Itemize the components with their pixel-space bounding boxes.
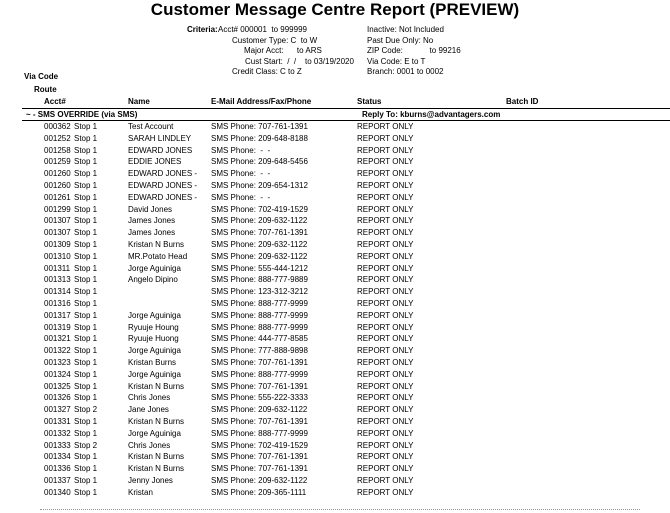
row-route: Stop 1: [74, 239, 98, 249]
row-status: REPORT ONLY: [357, 310, 414, 320]
table-row: [0, 204, 670, 216]
header-route: Route: [34, 85, 57, 94]
row-status: REPORT ONLY: [357, 251, 414, 261]
row-route: Stop 1: [74, 475, 98, 485]
table-row: [0, 192, 670, 204]
report-rows: [0, 121, 670, 499]
table-row: [0, 286, 670, 298]
table-row: [0, 487, 670, 499]
row-status: REPORT ONLY: [357, 157, 414, 167]
row-name: Kristan N Burns: [128, 464, 185, 474]
criteria-customer-type: Customer Type: C to W: [232, 36, 318, 45]
row-contact: SMS Phone: 702-419-1529: [211, 440, 308, 450]
table-row: [0, 121, 670, 133]
row-status: REPORT ONLY: [357, 464, 414, 474]
row-acct: 001311: [44, 263, 71, 273]
table-row: [0, 357, 670, 369]
row-acct: 001337: [44, 475, 71, 485]
row-acct: 001299: [44, 204, 71, 214]
row-acct: 001321: [44, 334, 71, 344]
row-contact: SMS Phone: 707-761-1391: [211, 357, 308, 367]
row-status: REPORT ONLY: [357, 416, 414, 426]
table-row: [0, 404, 670, 416]
table-row: [0, 156, 670, 168]
row-name: SARAH LINDLEY: [128, 133, 192, 143]
row-name: Chris Jones: [128, 440, 171, 450]
row-contact: SMS Phone: - -: [211, 192, 271, 202]
row-route: Stop 2: [74, 405, 98, 415]
row-status: REPORT ONLY: [357, 357, 414, 367]
header-name: Name: [128, 97, 150, 106]
row-acct: 001261: [44, 192, 71, 202]
row-acct: 001323: [44, 357, 71, 367]
row-route: Stop 1: [74, 216, 98, 226]
row-route: Stop 1: [74, 169, 98, 179]
row-status: REPORT ONLY: [357, 393, 414, 403]
row-status: REPORT ONLY: [357, 192, 414, 202]
row-contact: SMS Phone: 209-632-1122: [211, 239, 308, 249]
row-acct: 001252: [44, 133, 71, 143]
table-row: [0, 310, 670, 322]
row-contact: SMS Phone: 209-648-5456: [211, 157, 308, 167]
table-row: [0, 133, 670, 145]
row-status: REPORT ONLY: [357, 287, 414, 297]
row-status: REPORT ONLY: [357, 381, 414, 391]
row-name: Kristan: [128, 487, 153, 497]
row-acct: 001325: [44, 381, 71, 391]
row-name: Angelo Dipino: [128, 275, 178, 285]
table-row: [0, 333, 670, 345]
row-status: REPORT ONLY: [357, 133, 414, 143]
row-status: REPORT ONLY: [357, 122, 414, 131]
row-status: REPORT ONLY: [357, 216, 414, 226]
row-contact: SMS Phone: 888-777-9889: [211, 275, 308, 285]
report-title: Customer Message Centre Report (PREVIEW): [150, 0, 520, 19]
row-name: EDWARD JONES: [128, 145, 193, 155]
table-row: [0, 298, 670, 310]
row-acct: 001260: [44, 169, 71, 179]
row-route: Stop 1: [74, 310, 98, 320]
row-route: Stop 1: [74, 275, 98, 285]
table-row: [0, 451, 670, 463]
report-footer: [0, 509, 670, 513]
table-row: [0, 392, 670, 404]
row-acct: 001307: [44, 228, 71, 238]
row-contact: SMS Phone: 707-761-1391: [211, 416, 308, 426]
table-row: [0, 381, 670, 393]
row-name: Kristan Burns: [128, 357, 177, 367]
criteria-label: Criteria:: [187, 25, 218, 34]
row-contact: SMS Phone: 444-777-8585: [211, 334, 308, 344]
criteria-via-code: Via Code: E to T: [367, 57, 426, 66]
row-status: REPORT ONLY: [357, 275, 414, 285]
row-route: Stop 1: [74, 157, 98, 167]
row-route: Stop 1: [74, 452, 98, 462]
row-route: Stop 1: [74, 487, 98, 497]
row-status: REPORT ONLY: [357, 263, 414, 273]
row-name: Jorge Aguiniga: [128, 369, 181, 379]
table-row: [0, 440, 670, 452]
row-acct: 000362: [44, 122, 71, 131]
row-acct: 001327: [44, 405, 71, 415]
row-status: REPORT ONLY: [357, 346, 414, 356]
table-row: [0, 227, 670, 239]
criteria-zip-code: ZIP Code: to 99216: [367, 46, 461, 55]
row-route: Stop 1: [74, 322, 98, 332]
row-acct: 001334: [44, 452, 71, 462]
row-name: Test Account: [128, 122, 174, 131]
row-route: Stop 1: [74, 145, 98, 155]
row-acct: 001332: [44, 428, 71, 438]
row-name: EDWARD JONES -: [128, 180, 198, 190]
footer-line: [40, 509, 640, 513]
row-contact: SMS Phone: 209-632-1122: [211, 251, 308, 261]
table-row: [0, 215, 670, 227]
row-route: Stop 1: [74, 192, 98, 202]
row-contact: SMS Phone: 888-777-9999: [211, 310, 308, 320]
row-route: Stop 1: [74, 334, 98, 344]
table-row: [0, 428, 670, 440]
row-acct: 001258: [44, 145, 71, 155]
row-acct: 001333: [44, 440, 71, 450]
group-reply-to: Reply To: kburns@advantagers.com: [362, 110, 501, 119]
row-route: Stop 1: [74, 287, 98, 297]
row-status: REPORT ONLY: [357, 334, 414, 344]
row-contact: SMS Phone: 209-632-1122: [211, 475, 308, 485]
criteria-acct-range: Acct# 000001 to 999999: [218, 25, 307, 34]
row-route: Stop 1: [74, 228, 98, 238]
criteria-cust-start: Cust Start: / / to 03/19/2020: [245, 57, 354, 66]
table-row: [0, 475, 670, 487]
row-route: Stop 1: [74, 381, 98, 391]
table-row: [0, 274, 670, 286]
row-contact: SMS Phone: 888-777-9999: [211, 298, 308, 308]
row-contact: SMS Phone: 707-761-1391: [211, 381, 308, 391]
row-contact: SMS Phone: 777-888-9898: [211, 346, 308, 356]
row-status: REPORT ONLY: [357, 322, 414, 332]
row-name: Kristan N Burns: [128, 381, 185, 391]
header-email: E-Mail Address/Fax/Phone: [211, 97, 312, 106]
row-contact: SMS Phone: 209-654-1312: [211, 180, 308, 190]
row-route: Stop 1: [74, 122, 98, 131]
row-status: REPORT ONLY: [357, 428, 414, 438]
row-route: Stop 1: [74, 464, 98, 474]
row-contact: SMS Phone: 209-365-1111: [211, 487, 307, 497]
row-contact: SMS Phone: 209-648-8188: [211, 133, 308, 143]
row-route: Stop 1: [74, 428, 98, 438]
table-row: [0, 251, 670, 263]
row-name: MR.Potato Head: [128, 251, 188, 261]
row-name: Ryuuje Houng: [128, 322, 179, 332]
table-row: [0, 145, 670, 157]
row-acct: 001307: [44, 216, 71, 226]
row-contact: SMS Phone: 707-761-1391: [211, 452, 308, 462]
row-name: EDWARD JONES -: [128, 192, 198, 202]
row-acct: 001260: [44, 180, 71, 190]
row-status: REPORT ONLY: [357, 145, 414, 155]
row-acct: 001324: [44, 369, 71, 379]
row-status: REPORT ONLY: [357, 204, 414, 214]
row-route: Stop 1: [74, 357, 98, 367]
row-name: Jorge Aguiniga: [128, 346, 181, 356]
row-acct: 001317: [44, 310, 71, 320]
row-status: REPORT ONLY: [357, 487, 414, 497]
row-name: Chris Jones: [128, 393, 171, 403]
row-name: Jorge Aguiniga: [128, 310, 181, 320]
row-route: Stop 1: [74, 263, 98, 273]
table-row: [0, 239, 670, 251]
row-acct: 001309: [44, 239, 71, 249]
row-acct: 001331: [44, 416, 71, 426]
row-name: Jorge Aguiniga: [128, 428, 181, 438]
row-name: Jenny Jones: [128, 475, 173, 485]
row-name: Kristan N Burns: [128, 452, 185, 462]
row-acct: 001326: [44, 393, 71, 403]
row-name: Ryuuje Huong: [128, 334, 179, 344]
row-status: REPORT ONLY: [357, 405, 414, 415]
row-name: James Jones: [128, 228, 176, 238]
row-route: Stop 2: [74, 440, 98, 450]
row-contact: SMS Phone: 209-632-1122: [211, 216, 308, 226]
row-contact: SMS Phone: - -: [211, 169, 271, 179]
criteria-credit-class: Credit Class: C to Z: [232, 67, 302, 76]
table-row: [0, 322, 670, 334]
row-route: Stop 1: [74, 251, 98, 261]
row-status: REPORT ONLY: [357, 239, 414, 249]
row-status: REPORT ONLY: [357, 228, 414, 238]
criteria-branch: Branch: 0001 to 0002: [367, 67, 444, 76]
row-route: Stop 1: [74, 204, 98, 214]
row-status: REPORT ONLY: [357, 475, 414, 485]
row-name: EDWARD JONES -: [128, 169, 198, 179]
row-status: REPORT ONLY: [357, 452, 414, 462]
row-name: Jorge Aguiniga: [128, 263, 181, 273]
row-status: REPORT ONLY: [357, 369, 414, 379]
row-status: REPORT ONLY: [357, 298, 414, 308]
row-contact: SMS Phone: 555-444-1212: [211, 263, 308, 273]
row-acct: 001316: [44, 298, 71, 308]
row-route: Stop 1: [74, 393, 98, 403]
row-contact: SMS Phone: 707-761-1391: [211, 122, 308, 131]
table-row: [0, 345, 670, 357]
row-contact: SMS Phone: 707-761-1391: [211, 464, 308, 474]
row-contact: SMS Phone: 707-761-1391: [211, 228, 308, 238]
group-label: ~ - SMS OVERRIDE (via SMS): [26, 110, 138, 119]
row-contact: SMS Phone: 209-632-1122: [211, 405, 308, 415]
row-name: EDDIE JONES: [128, 157, 182, 167]
row-status: REPORT ONLY: [357, 440, 414, 450]
row-acct: 001314: [44, 287, 71, 297]
row-contact: SMS Phone: 702-419-1529: [211, 204, 308, 214]
table-row: [0, 463, 670, 475]
row-acct: 001259: [44, 157, 71, 167]
row-route: Stop 1: [74, 369, 98, 379]
row-acct: 001336: [44, 464, 71, 474]
row-acct: 001319: [44, 322, 71, 332]
table-row: [0, 168, 670, 180]
row-name: Kristan N Burns: [128, 416, 185, 426]
row-name: Kristan N Burns: [128, 239, 185, 249]
row-name: David Jones: [128, 204, 173, 214]
row-contact: SMS Phone: - -: [211, 145, 271, 155]
row-status: REPORT ONLY: [357, 169, 414, 179]
row-name: Jane Jones: [128, 405, 169, 415]
header-status: Status: [357, 97, 382, 106]
table-row: [0, 180, 670, 192]
table-row: [0, 369, 670, 381]
row-acct: 001310: [44, 251, 71, 261]
row-status: REPORT ONLY: [357, 180, 414, 190]
criteria-inactive: Inactive: Not Included: [367, 25, 444, 34]
criteria-past-due: Past Due Only: No: [367, 36, 434, 45]
row-contact: SMS Phone: 555-222-3333: [211, 393, 308, 403]
header-via-code: Via Code: [24, 72, 59, 81]
row-route: Stop 1: [74, 416, 98, 426]
group-header: [26, 109, 670, 120]
row-route: Stop 1: [74, 298, 98, 308]
row-route: Stop 1: [74, 346, 98, 356]
row-acct: 001340: [44, 487, 71, 497]
header-acct: Acct#: [44, 97, 66, 106]
row-route: Stop 1: [74, 180, 98, 190]
row-contact: SMS Phone: 888-777-9999: [211, 322, 308, 332]
table-row: [0, 263, 670, 275]
row-acct: 001322: [44, 346, 71, 356]
table-row: [0, 416, 670, 428]
row-name: James Jones: [128, 216, 176, 226]
row-acct: 001313: [44, 275, 71, 285]
header-batch-id: Batch ID: [506, 97, 539, 106]
row-route: Stop 1: [74, 133, 98, 143]
row-contact: SMS Phone: 888-777-9999: [211, 369, 308, 379]
criteria-major-acct: Major Acct: to ARS: [244, 46, 322, 55]
row-contact: SMS Phone: 123-312-3212: [211, 287, 308, 297]
row-contact: SMS Phone: 888-777-9999: [211, 428, 308, 438]
